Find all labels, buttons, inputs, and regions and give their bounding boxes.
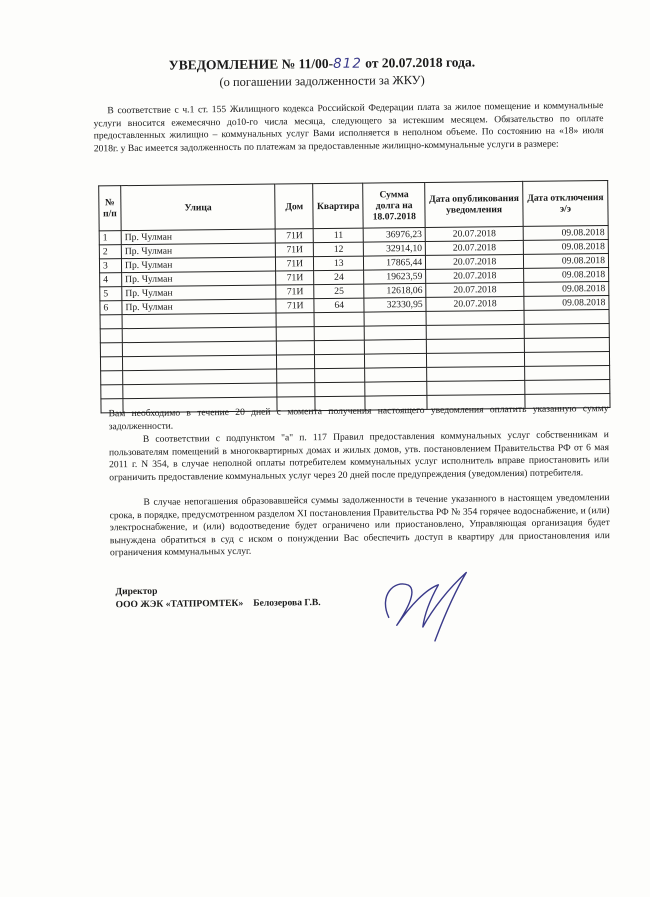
cell-street: Пр. Чулман <box>121 257 276 273</box>
cell-house: 71И <box>276 285 314 299</box>
intro-paragraph: В соответствие с ч.1 ст. 155 Жилищного кодекса Российской Федерации плата за жилое помещение и коммунальные услуги вносится ежемесячно до10-го числа месяца, следующего за истекшим месяцем. Обязательство по оплате предоставленных жилищно – коммунальных услуг Вами исполняется в неполном объеме. По состоянию на «18» июля 2018г. у Вас имеется задолженность по платежам за предоставленные жилищно-коммунальные услуги в размере: <box>93 100 604 155</box>
cell-amount: 36976,23 <box>363 227 425 242</box>
cell-amount: 19623,59 <box>364 269 426 284</box>
cell-house: 71И <box>276 299 314 313</box>
header-amount: Сумма долга на 18.07.2018 <box>363 182 425 228</box>
title-suffix: от 20.07.2018 года. <box>361 54 476 71</box>
header-num: № п/п <box>99 186 121 231</box>
cell-street: Пр. Чулман <box>122 299 277 315</box>
header-street: Улица <box>121 184 276 231</box>
cell-house: 71И <box>276 271 314 285</box>
cell-house: 71И <box>276 229 314 243</box>
cell-apartment: 25 <box>314 284 364 299</box>
cell-disconnect: 09.08.2018 <box>524 282 609 297</box>
cell-apartment: 11 <box>313 228 363 243</box>
cell-disconnect: 09.08.2018 <box>524 268 609 283</box>
cell-num: 6 <box>100 301 122 315</box>
handwritten-number: 812 <box>333 55 362 72</box>
header-apartment: Квартира <box>313 183 363 229</box>
signer-line <box>116 597 321 612</box>
cell-street: Пр. Чулман <box>121 229 276 245</box>
header-published: Дата опубликования уведомления <box>425 181 523 227</box>
table-header-row <box>99 181 608 231</box>
cell-amount: 12618,06 <box>364 283 426 298</box>
cell-house: 71И <box>276 243 314 257</box>
cell-apartment: 64 <box>314 298 364 313</box>
cell-disconnect: 09.08.2018 <box>524 254 609 269</box>
cell-num: 4 <box>100 273 122 287</box>
cell-amount: 32330,95 <box>364 297 426 312</box>
handwritten-signature <box>374 554 485 645</box>
signer-company: ООО ЖЭК «ТАТПРОМТЕК» <box>115 597 244 611</box>
cell-published: 20.07.2018 <box>426 296 524 311</box>
cell-apartment: 24 <box>314 270 364 285</box>
payment-paragraph: Вам необходимо в течение 20 дней с момента получения настоящего уведомления оплатить указанную сумму задолженности. <box>108 403 609 432</box>
debt-table <box>98 180 610 413</box>
title-prefix: УВЕДОМЛЕНИЕ № 11/00- <box>168 55 334 73</box>
page-subtitle: (о погашении задолженности за ЖКУ) <box>219 72 425 90</box>
cell-apartment: 13 <box>314 256 364 271</box>
cell-num: 2 <box>99 245 121 259</box>
cell-disconnect: 09.08.2018 <box>523 226 608 241</box>
rules-paragraph: В соответствии с подпунктом "а" п. 117 Правил предоставления коммунальных услуг собственникам и пользователям помещений в многоквартирных домах и жилых домов, утв. постановлением Правительства РФ от 6 мая 2011 г. N 354, в случае неполной оплаты потребителем коммунальных услуг исполнитель вправе приостановить или ограничить предоставление коммунальных услуг через 20 дней после предупреждения (уведомления) потребителя. <box>108 429 610 484</box>
cell-num: 1 <box>99 231 121 245</box>
cell-published: 20.07.2018 <box>425 226 523 241</box>
header-disconnect: Дата отключения э/э <box>523 181 608 227</box>
cell-num: 3 <box>99 259 121 273</box>
cell-num: 5 <box>100 287 122 301</box>
cell-disconnect: 09.08.2018 <box>523 240 608 255</box>
warning-paragraph: В случае непогашения образовавшейся суммы задолженности в течение указанного в настоящем уведомлении срока, в порядке, предусмотренном разделом XI постановления Правительства РФ № 354 горячее водоснабжение, и (или) электроснабжение, и (или) водоотведение будет ограничено или приостановлено, Управляющая организация будет вынуждена обратиться в суд с иском о понуждении Вас обеспечить доступ в квартиру для приостановления или ограничения коммунальных услуг. <box>109 492 610 559</box>
cell-street: Пр. Чулман <box>122 285 277 301</box>
cell-published: 20.07.2018 <box>426 268 524 283</box>
cell-street: Пр. Чулман <box>122 271 277 287</box>
cell-apartment: 12 <box>314 242 364 257</box>
cell-house: 71И <box>276 257 314 271</box>
cell-street: Пр. Чулман <box>121 243 276 259</box>
cell-published: 20.07.2018 <box>426 254 524 269</box>
cell-published: 20.07.2018 <box>425 240 523 255</box>
signer-name: Белозерова Г.В. <box>253 597 321 609</box>
cell-published: 20.07.2018 <box>426 282 524 297</box>
signer-position: Директор <box>115 585 158 598</box>
cell-amount: 32914,10 <box>364 241 426 256</box>
cell-amount: 17865,44 <box>364 255 426 270</box>
cell-disconnect: 09.08.2018 <box>524 296 609 311</box>
header-house: Дом <box>275 184 313 229</box>
